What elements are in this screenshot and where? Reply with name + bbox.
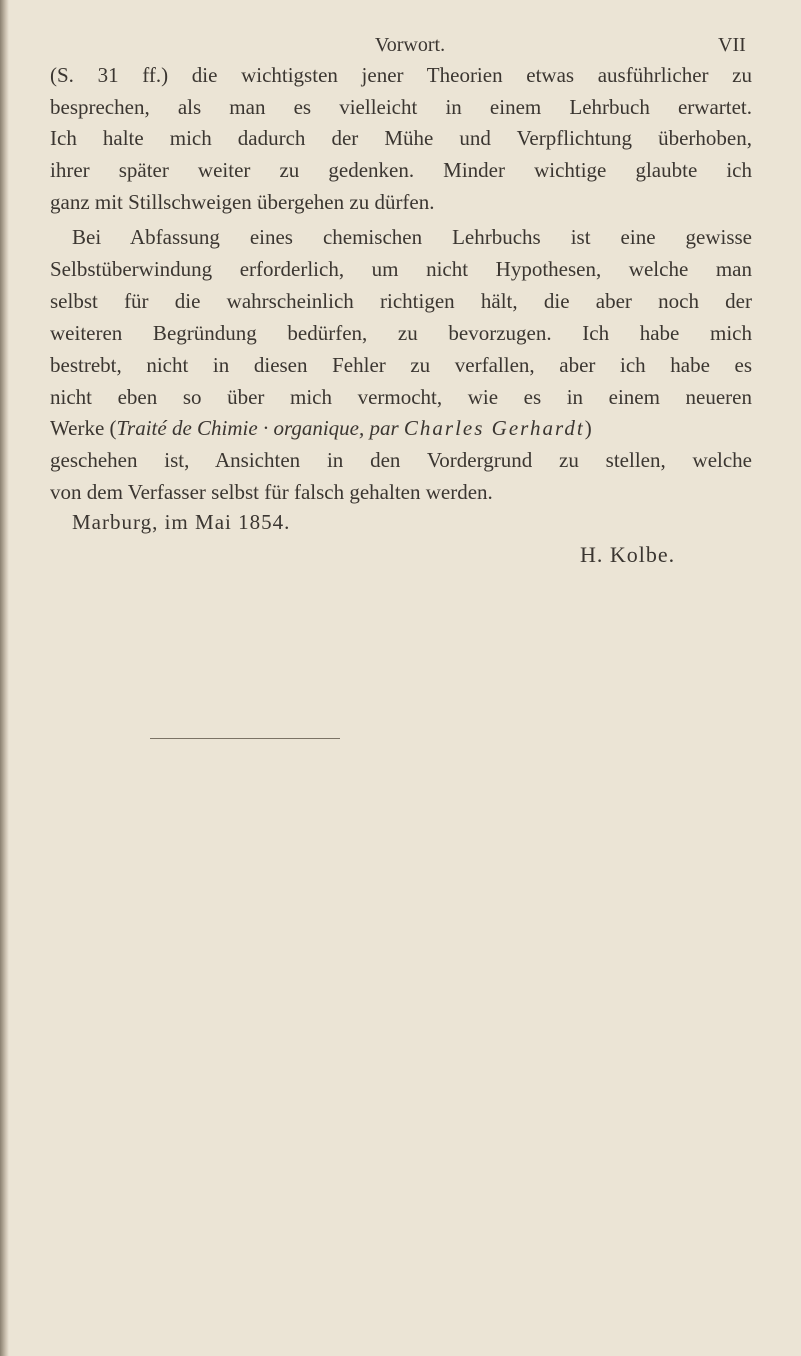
running-header: Vorwort. — [374, 34, 446, 56]
citation-title: Traité de Chimie · organique, par — [116, 416, 399, 440]
text-line: bestrebt, nicht in diesen Fehler zu verfallen, aber ich habe es — [50, 353, 752, 377]
text-line: Ich halte mich dadurch der Mühe und Verpflichtung überhoben, — [50, 126, 752, 150]
citation-author: Charles Gerhardt — [403, 416, 585, 440]
citation-pre: Werke ( — [50, 416, 117, 440]
text-line: weiteren Begründung bedürfen, zu bevorzugen. Ich habe mich — [50, 321, 752, 345]
divider-rule — [150, 738, 340, 739]
text-line-citation — [50, 415, 752, 441]
page-edge-shadow — [0, 0, 9, 1356]
citation-post: ) — [584, 416, 592, 440]
text-line: nicht eben so über mich vermocht, wie es in einem neueren — [50, 385, 752, 409]
text-line: Selbstüberwindung erforderlich, um nicht Hypothesen, welche man — [50, 257, 752, 281]
text-line: selbst für die wahrscheinlich richtigen hält, die aber noch der — [50, 289, 752, 313]
text-line: besprechen, als man es vielleicht in einem Lehrbuch erwartet. — [50, 95, 752, 119]
text-line: (S. 31 ff.) die wichtigsten jener Theorien etwas ausführlicher zu — [50, 63, 752, 87]
signature: H. Kolbe. — [580, 542, 676, 567]
text-line: Bei Abfassung eines chemischen Lehrbuchs ist eine gewisse — [72, 225, 752, 249]
text-line: geschehen ist, Ansichten in den Vordergrund zu stellen, welche — [50, 448, 752, 472]
place-date: Marburg, im Mai 1854. — [72, 510, 291, 534]
page-number: VII — [718, 34, 746, 56]
text-line: von dem Verfasser selbst für falsch gehalten werden. — [50, 480, 493, 504]
text-line: ganz mit Stillschweigen übergehen zu dürfen. — [50, 190, 435, 214]
text-line: ihrer später weiter zu gedenken. Minder wichtige glaubte ich — [50, 158, 752, 182]
